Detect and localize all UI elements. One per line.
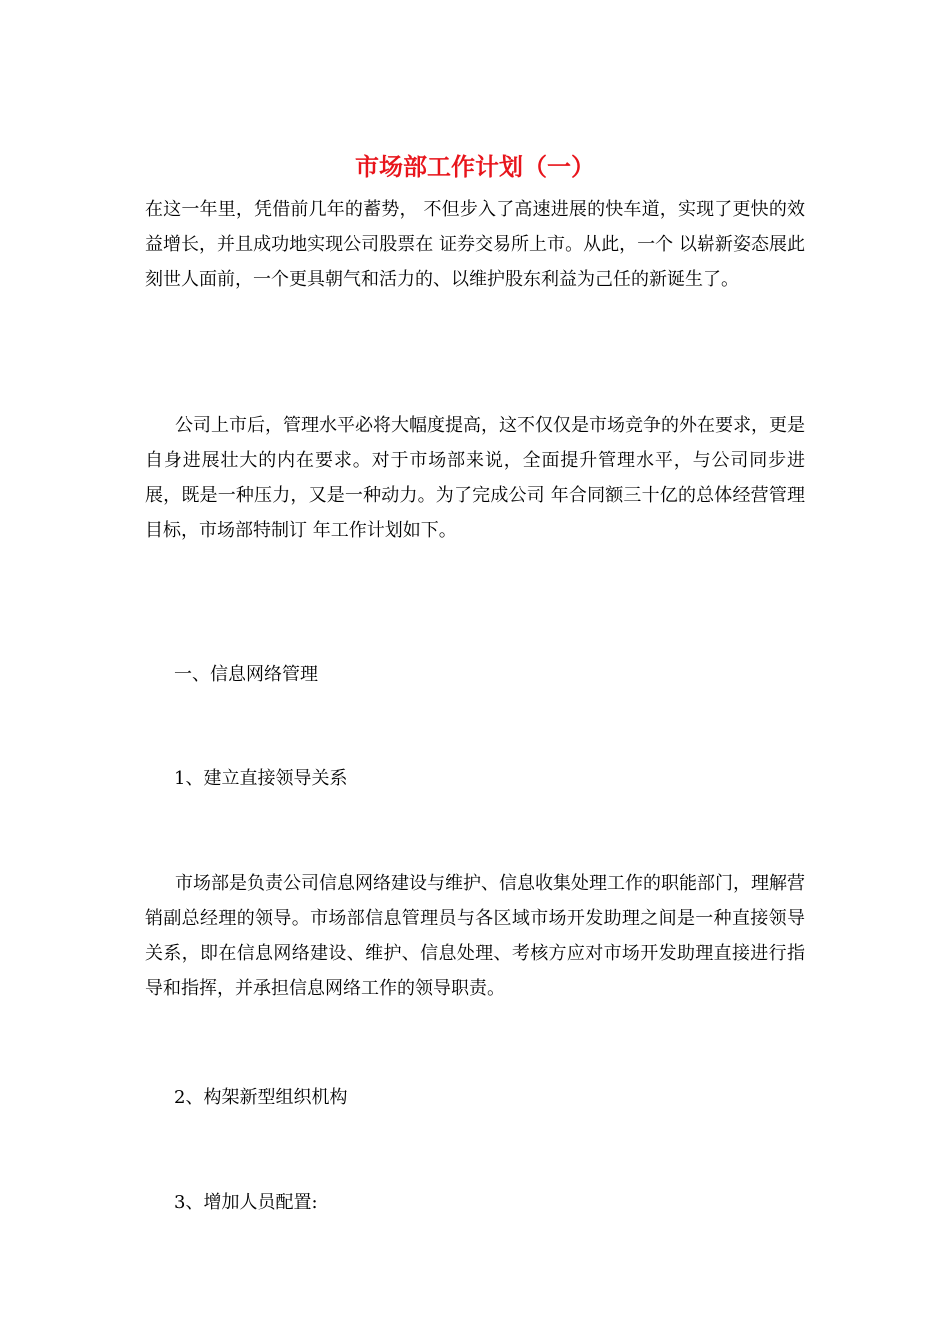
market-department-paragraph: 市场部是负责公司信息网络建设与维护、信息收集处理工作的职能部门，理解营销副总经理的领导。市场部信息管理员与各区域市场开发助理之间是一种直接领导关系，即在信息网络建设、维护、信息处理、考核方应对市场开发助理直接进行指导和指挥，并承担信息网络工作的领导职责。 xyxy=(145,873,805,999)
section-heading-info-network: 一、信息网络管理 xyxy=(174,664,318,685)
intro-paragraph: 在这一年里，凭借前几年的蓄势， 不但步入了高速进展的快车道，实现了更快的效益增长，并且成功地实现公司股票在 证券交易所上市。从此，一个 以崭新姿态展此刻世人面前，一个更具朝气和活力的、以维护股东利益为己任的新诞生了。 xyxy=(145,199,805,290)
management-paragraph: 公司上市后，管理水平必将大幅度提高，这不仅仅是市场竞争的外在要求，更是自身进展壮大的内在要求。对于市场部来说，全面提升管理水平，与公司同步进展，既是一种压力，又是一种动力。为了完成公司 年合同额三十亿的总体经营管理目标，市场部特制订 年工作计划如下。 xyxy=(145,415,805,541)
subheading-direct-leadership: 1、建立直接领导关系 xyxy=(174,768,348,789)
subheading-organization-structure: 2、构架新型组织机构 xyxy=(174,1087,348,1108)
document-title: 市场部工作计划（一） xyxy=(355,152,595,181)
subheading-staffing: 3、增加人员配置: xyxy=(174,1192,318,1213)
